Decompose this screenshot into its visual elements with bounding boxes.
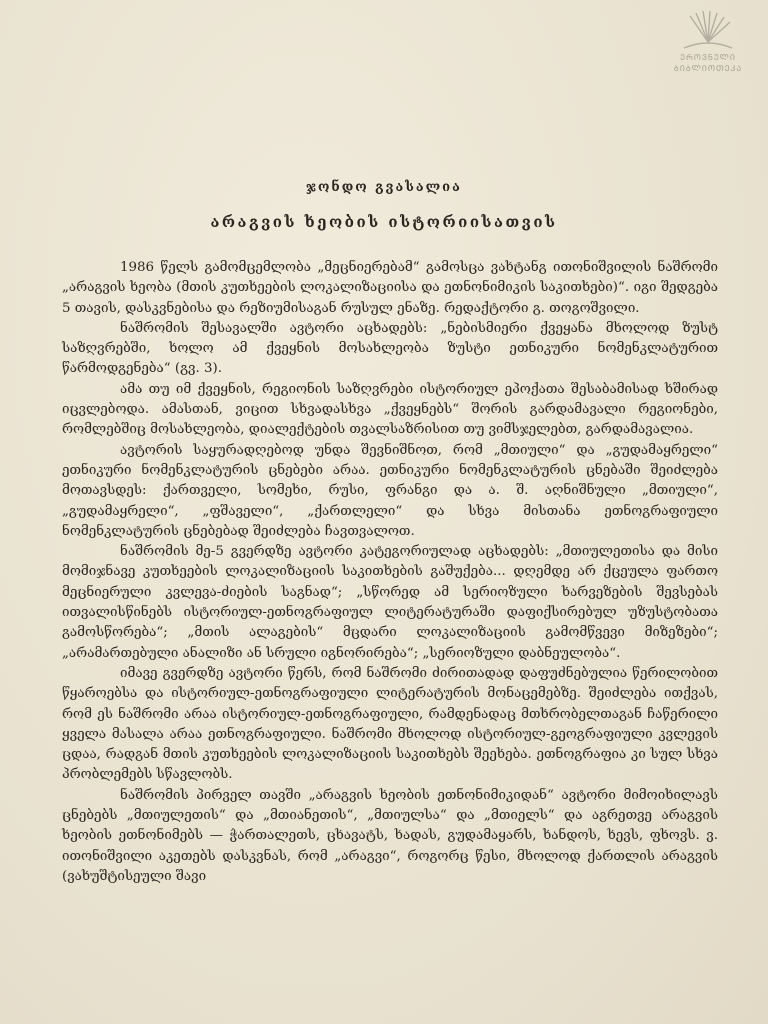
paragraph-2: ნაშრომის შესავალში ავტორი აცხადებს: „ნებისმიერი ქვეყანა მხოლოდ ზუსტ საზღვრებში, ხოლო ამ ქვეყნის მოსახლეობა ზუსტი ეთნიკური ნომენკლატურით წარმოდგენება“ (გვ. 3).: [62, 320, 718, 377]
paragraph-4: ავტორის საყურადღებოდ უნდა შევნიშნოთ, რომ „მთიული“ და „გუდამაყრელი“ ეთნიკური ნომენკლატურის ცნებები არაა. ეთნიკური ნომენკლატურის ცნებაში შეიძლება მოთავსდეს: ქართველი, სომეხი, რუსი, ფრანგი და ა. შ. აღნიშნული „მთიული“, „გუდამაყრელი“, „ფშაველი“, „ქართლელი“ და სხვა მისთანა ეთნოგრაფიული ნომენკლატურის ცნებებად შეიძლება ჩავთვალოთ.: [62, 442, 718, 539]
library-logo: [662, 8, 754, 88]
paragraph-3: ამა თუ იმ ქვეყნის, რეგიონის საზღვრები ისტორიულ ეპოქათა შესაბამისად ხშირად იცვლებოდა. ამასთან, ვიცით სხვადასხვა „ქვეყნებს“ შორის გარდამავალი რეგიონები, რომლებშიც მოსახლეობა, დიალექტების თვალსაზრისით თუ ვიმსჯელებთ, გარდამავალია.: [62, 381, 718, 438]
article-body: [62, 258, 718, 887]
logo-text-line-2: ᲑᲘᲑᲚᲘᲝᲗᲔᲙᲐ: [673, 64, 743, 73]
article-title: არაგვის ხეობის ისტორიისათვის: [210, 213, 558, 231]
paragraph-6: იმავე გვერდზე ავტორი წერს, რომ ნაშრომი ძირითადად დაფუძნებულია წერილობით წყაროებსა და ისტორიულ-ეთნოგრაფიული ლიტერატურის მონაცემებზე. შეიძლება ითქვას, რომ ეს ნაშრომი არაა ისტორიულ-ეთნოგრაფიული, რამდენადაც მთხრობელთაგან ჩაწერილი ყველა მასალა არაა ეთნოგრაფიული. ნაშრომი მხოლოდ ისტორიულ-გეოგრაფიული კვლევის ცდაა, რადგან მთის კუთხეების ლოკალიზაციის საკითხებს შეეხება. ეთნოგრაფია კი სულ სხვა პრობლემებს სწავლობს.: [62, 665, 718, 783]
logo-text-line-1: ᲔᲠᲝᲕᲜᲣᲚᲘ: [680, 53, 736, 62]
book-fan-icon: [676, 8, 740, 52]
paragraph-1: 1986 წელს გამომცემლობა „მეცნიერებამ“ გამოსცა ვახტანგ ითონიშვილის ნაშრომი „არაგვის ხეობა (მთის კუთხეების ლოკალიზაციისა და ეთნონიმიკის საკითხები)“. იგი შედგება 5 თავის, დასკვნებისა და რეზიუმისაგან რუსულ ენაზე. რედაქტორი გ. თოგოშვილი.: [62, 260, 718, 316]
article-author: ჯონდო გვასალია: [306, 180, 462, 195]
paragraph-7: ნაშრომის პირველ თავში „არაგვის ხეობის ეთნონიმიკიდან“ ავტორი მიმოიხილავს ცნებებს „მთიულეთის“ და „მთიანეთის“, „მთიულსა“ და „მთიელს“ და აგრეთვე არაგვის ხეობის ეთნონიმებს — ჭართალეთს, ცხავატს, ხადას, გუდამაყარს, ხანდოს, ხევს, ფხოვს. ვ. ითონიშვილი აკეთებს დასკვნას, რომ „არაგვი“, როგორც წესი, მხოლოდ ქართლის არაგვის (ვახუშტისეული შავი: [62, 787, 718, 884]
paragraph-5: ნაშრომის მე-5 გვერდზე ავტორი კატეგორიულად აცხადებს: „მთიულეთისა და მისი მომიჯნავე კუთხეების ლოკალიზაციის საკითხების გაშუქება... დღემდე არ ქცეულა ფართო მეცნიერული კვლევა-ძიების საგნად“; „სწორედ ამ სერიოზული ხარვეზების შევსებას ითვალისწინებს ისტორიულ-ეთნოგრაფიულ ლიტერატურაში დაფიქსირებულ უზუსტობათა გამოსწორება“; „მთის ალაგების“ მცდარი ლოკალიზაციის გამომწვევი მიზეზები“; „არამართებული ანალიზი ან სრული იგნორირება“; „სერიოზული დაბნეულობა“.: [62, 544, 718, 661]
